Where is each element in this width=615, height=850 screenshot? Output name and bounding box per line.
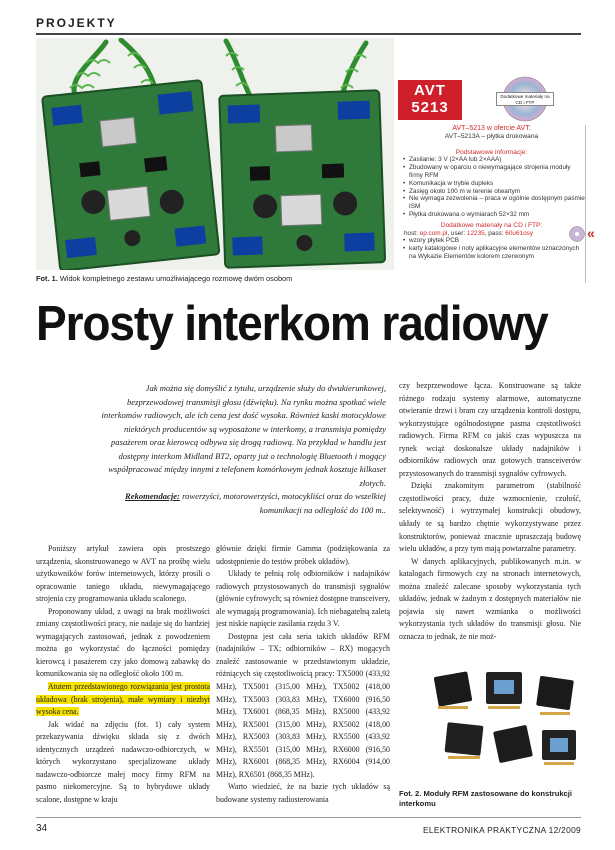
paragraph: Jak widać na zdjęciu (fot. 1) cały system przekazywania dźwięku składa się z dwóch identycznych urządzeń nadawczo-odbiorczych, w których wykorzystano specjalizowane układy nadawczo-odbiorcze małej mocy firmy RFM na pasmo niekomercyjne. Są to hybrydowe układy scalone, dostępne w kraju — [36, 719, 210, 804]
paragraph: Proponowany układ, z uwagi na brak możliwości zmiany częstotliwości pracy, nie nadaje się do bardziej wymagających zastosowań, jednak z powodzeniem można go wykorzystać do łączności pomiędzy kierowcą i pasażerem czy jako domową zabawkę do komunikowania się na odległość około 100 m. — [36, 606, 210, 679]
ftp-user: 12235 — [466, 229, 485, 237]
photo2-caption — [399, 789, 579, 809]
paragraph: Poniższy artykuł zawiera opis prostszego urządzenia, skonstruowanego w AVT na prośbę wielu użytkowników forów internetowych, którzy prosili o opracowanie taniego układu, niewymagającego strojenia czy programowania układu scalonego. — [36, 544, 210, 604]
avt-logo-line2: 5213 — [411, 99, 449, 116]
photo2-caption-text: Moduły RFM zastosowane do konstrukcji interkomu — [399, 789, 573, 808]
ftp-host-link[interactable]: ep.com.pl — [419, 229, 448, 237]
extra-materials-list — [398, 237, 585, 260]
list-item: • Zasięg około 100 m w terenie otwartym — [404, 188, 585, 196]
avt-kit-logo — [398, 80, 462, 120]
kit-info-box — [398, 125, 586, 283]
photo1-caption-text: Widok kompletnego zestawu umożliwiającego rozmowę dwóm osobom — [59, 274, 293, 283]
offer-title: AVT–5213 w ofercie AVT: — [452, 125, 531, 132]
cd-materials-note: Dodatkowe materiały na CD i FTP — [496, 92, 554, 106]
ftp-user-label: , user: — [447, 229, 466, 237]
paragraph: Warto wiedzieć, że na bazie tych układów są budowane systemy radiosterowania — [216, 782, 390, 804]
ftp-pass-label: , pass: — [484, 229, 504, 237]
paragraph: W danych aplikacyjnych, publikowanych m.in. w katalogach firmowych czy na stronach internetowych, można znaleźć zalecane sposoby wykorzystania tych układów, jednak w żadnym z dostępnych materiałów nie pojawia się nawet wzmianka o możliwości wykorzystania tych układów do transmisji głosu. Nie oznacza to jednak, że nie moż- — [399, 556, 581, 641]
footer-divider — [36, 817, 581, 818]
list-item: • karty katalogowe i noty aplikacyjne elementów oznaczonych na Wykazie Elementów kolorem czerwonym — [404, 245, 585, 261]
intercom-boards-photo — [36, 38, 394, 270]
paragraph: głównie dzięki firmie Gamma (podziękowania za udostępnienie do testów próbek układów). — [216, 544, 390, 566]
ftp-pass: 60u61osy — [505, 229, 534, 237]
photo1-caption — [36, 274, 396, 283]
photo1-caption-label: Fot. 1. — [36, 274, 58, 283]
basic-info-list — [398, 156, 585, 218]
magazine-name: ELEKTRONIKA PRAKTYCZNA 12/2009 — [423, 825, 581, 835]
recommendations-label: Rekomendacje: — [125, 491, 180, 501]
recommendations-text: rowerzyści, motorowerzyści, motocykliści oraz do wszelkiej komunikacji na odległość do 100 m.. — [182, 491, 386, 515]
list-item: • Zbudowany w oparciu o niewymagające strojenia moduły firmy RFM — [404, 164, 585, 180]
paragraph: czy bezprzewodowe łącza. Konstruowane są także różnego rodzaju systemy alarmowe, automatyczne otwieranie drzwi i bram czy urządzenia kontroli dostępu, wykorzystujące ogólnodostępne pasma częstotliwości radiowych. Firma RFM co jakiś czas wypuszcza na rynek wciąż doskonalsze układy nadajników i odbiorników radiowych oraz gotowych transceiverów przystosowanych do transmisji sygnałów cyfrowych. — [399, 381, 581, 478]
rfm-modules-photo — [426, 668, 586, 786]
avt-logo-line1: AVT — [414, 82, 446, 99]
body-column-1 — [36, 543, 210, 806]
list-item: • Zasilanie: 3 V (2×AA lub 2×AAA) — [404, 156, 585, 164]
paragraph — [36, 681, 210, 719]
paragraph: Układy te pełnią rolę odbiorników i nadajników radiowych przystosowanych do transmisji sygnałów (głównie cyfrowych; są również dostępne transceivery, ale wymagają programowania). Ich niebagatelną zaletą jest niskie napięcie zasilania rzędu 3 V. — [216, 569, 390, 629]
ftp-credentials — [398, 230, 585, 238]
list-item: • wzory płytek PCB — [404, 237, 585, 245]
double-chevron-left-icon: « — [587, 225, 595, 241]
list-item: • Komunikacja w trybie dupleks — [404, 180, 585, 188]
article-lead — [96, 382, 386, 517]
paragraph: Dostępna jest cała seria takich układów RFM (nadajników – TX; odbiorników – RX) mogących znaleźć zastosowanie w przedstawionym układzie, różniących się częstotliwością pracy: TX5000 (433,92 MHz), TX5001 (315,00 MHz), TX5002 (418,00 MHz), TX5003 (303,83 MHz), TX6000 (916,50 MHz), TX6001 (868,35 MHz), RX5000 (433,92 MHz), RX5001 (315,00 MHz), RX5002 (418,00 MHz), RX5003 (303,83 MHz), RX5500 (433,92 MHz), RX5501 (315,00 MHz), RX6000 (916,50 MHz), RX6001 (868,35 MHz), RX6004 (914,00 MHz), RX6501 (868,35 MHz). — [216, 631, 390, 779]
body-column-2 — [216, 543, 390, 806]
section-divider — [36, 33, 581, 35]
cd-small-icon — [569, 226, 585, 242]
body-column-3 — [399, 380, 581, 643]
offer-item: AVT–5213A – płytka drukowana — [444, 132, 539, 140]
lead-text: Jak można się domyślić z tytułu, urządzenie służy do dwukierunkowej, bezprzewodowej transmisji głosu (dźwięku). Na rynku można spotkać wiele interkomów radiowych, ale ich cena jest dość wysoka. Również kaski motocyklowe niektórych producentów są wyposażone w interkomy, a transmisja pomiędzy pasażerem oraz kierowcą odbywa się drogą radiową. Na przykład w handlu jest dostępny interkom Midland BT2, oparty już o technologię Bluetooth i mogący współpracować między innymi z telefonem komórkowym jednak kosztuje kilkaset złotych. — [101, 383, 386, 488]
list-item: • Płytka drukowana o wymiarach 52×32 mm — [404, 211, 585, 219]
paragraph: Dzięki znakomitym parametrom (stabilność częstotliwości pracy, duże wzmocnienie, czułość, selektywność) i wytrzymałej konstrukcji obudowy, układy te są bardzo chętnie wykorzystywane przez konstruktorów, ponieważ znacznie upraszczają budowę wielu układów, a przy tym mają powtarzalne parametry. — [399, 481, 581, 554]
highlighted-text: Atutem przedstawionego rozwiązania jest prostota układowa (brak strojenia), małe wymiary i niezbyt wysoka cena. — [36, 682, 210, 717]
basic-info-title: Podstawowe informacje: — [455, 148, 528, 156]
article-headline: Prosty interkom radiowy — [36, 297, 548, 351]
extra-materials-title: Dodatkowe materiały na CD i FTP: — [440, 221, 543, 229]
section-label: PROJEKTY — [36, 16, 117, 30]
list-item: • Nie wymaga zezwolenia – praca w ogólnie dostępnym paśmie ISM — [404, 195, 585, 211]
page-number: 34 — [36, 823, 48, 834]
ftp-host-label: host: — [404, 229, 418, 237]
photo2-caption-label: Fot. 2. — [399, 789, 422, 798]
